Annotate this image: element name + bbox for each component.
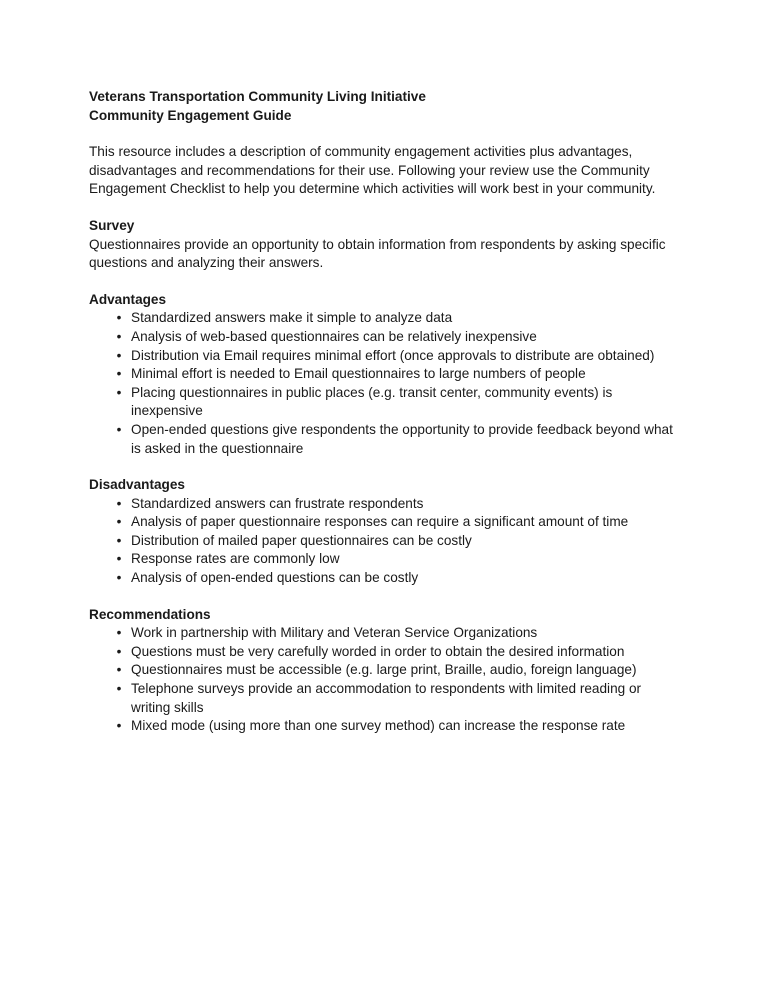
bullet-icon: • <box>116 310 122 326</box>
section-heading-disadvantages: Disadvantages <box>89 477 185 493</box>
list-item <box>89 328 681 347</box>
list-item <box>89 532 681 551</box>
bullet-icon: • <box>116 384 122 400</box>
list-item <box>89 347 681 366</box>
bullet-icon: • <box>116 662 122 678</box>
list-item <box>89 643 681 662</box>
bullet-list-advantages <box>89 309 681 458</box>
bullet-icon: • <box>116 681 122 697</box>
list-item-text: Questionnaires must be accessible (e.g. large print, Braille, audio, foreign language) <box>131 662 637 678</box>
list-item <box>89 513 681 532</box>
section-survey <box>89 217 681 273</box>
bullet-icon: • <box>116 347 122 363</box>
section-heading-survey: Survey <box>89 217 135 233</box>
document-title-line-2: Community Engagement Guide <box>89 107 292 123</box>
bullet-list-recommendations <box>89 624 681 736</box>
bullet-list-disadvantages <box>89 495 681 588</box>
list-item-text: Standardized answers make it simple to analyze data <box>131 310 453 326</box>
list-item <box>89 421 681 458</box>
bullet-icon: • <box>116 625 122 641</box>
list-item-text: Standardized answers can frustrate respondents <box>131 495 424 511</box>
bullet-icon: • <box>116 514 122 530</box>
section-body-survey: Questionnaires provide an opportunity to obtain information from respondents by asking specific questions and analyzing their answers. <box>89 236 666 271</box>
section-heading-recommendations: Recommendations <box>89 606 211 622</box>
list-item-text: Questions must be very carefully worded in order to obtain the desired information <box>131 643 625 659</box>
bullet-icon: • <box>116 421 122 437</box>
list-item <box>89 717 681 736</box>
bullet-icon: • <box>116 551 122 567</box>
section-advantages <box>89 291 681 458</box>
list-item-text: Response rates are commonly low <box>131 551 340 567</box>
bullet-icon: • <box>116 495 122 511</box>
bullet-icon: • <box>116 718 122 734</box>
list-item-text: Analysis of paper questionnaire responses can require a significant amount of time <box>131 514 629 530</box>
intro-paragraph: This resource includes a description of community engagement activities plus advantages, disadvantages and recommendations for their use. Following your review use the Community Engagement Checklist to help you determine which activities will work best in your community. <box>89 144 656 197</box>
bullet-icon: • <box>116 570 122 586</box>
list-item-text: Placing questionnaires in public places (e.g. transit center, community events) is inexpensive <box>131 384 613 419</box>
list-item-text: Mixed mode (using more than one survey method) can increase the response rate <box>131 718 626 734</box>
list-item <box>89 569 681 588</box>
list-item-text: Analysis of web-based questionnaires can be relatively inexpensive <box>131 328 537 344</box>
list-item <box>89 309 681 328</box>
bullet-icon: • <box>116 366 122 382</box>
list-item-text: Work in partnership with Military and Veteran Service Organizations <box>131 625 538 641</box>
section-recommendations <box>89 606 681 736</box>
section-heading-advantages: Advantages <box>89 291 167 307</box>
list-item <box>89 680 681 717</box>
list-item-text: Analysis of open-ended questions can be costly <box>131 570 419 586</box>
document-title-line-1: Veterans Transportation Community Living Initiative <box>89 89 426 104</box>
document-title <box>89 88 681 125</box>
list-item <box>89 661 681 680</box>
list-item-text: Telephone surveys provide an accommodation to respondents with limited reading or writing skills <box>131 681 642 715</box>
list-item <box>89 495 681 514</box>
list-item <box>89 384 681 421</box>
list-item-text: Minimal effort is needed to Email questionnaires to large numbers of people <box>131 366 586 382</box>
list-item-text: Distribution via Email requires minimal effort (once approvals to distribute are obtained) <box>131 347 655 363</box>
bullet-icon: • <box>116 643 122 659</box>
bullet-icon: • <box>116 328 122 344</box>
document-content <box>89 88 681 736</box>
list-item-text: Distribution of mailed paper questionnaires can be costly <box>131 532 472 548</box>
section-disadvantages <box>89 476 681 588</box>
bullet-icon: • <box>116 532 122 548</box>
list-item <box>89 365 681 384</box>
list-item-text: Open-ended questions give respondents the opportunity to provide feedback beyond what is asked in the questionnaire <box>131 421 673 456</box>
list-item <box>89 624 681 643</box>
list-item <box>89 550 681 569</box>
